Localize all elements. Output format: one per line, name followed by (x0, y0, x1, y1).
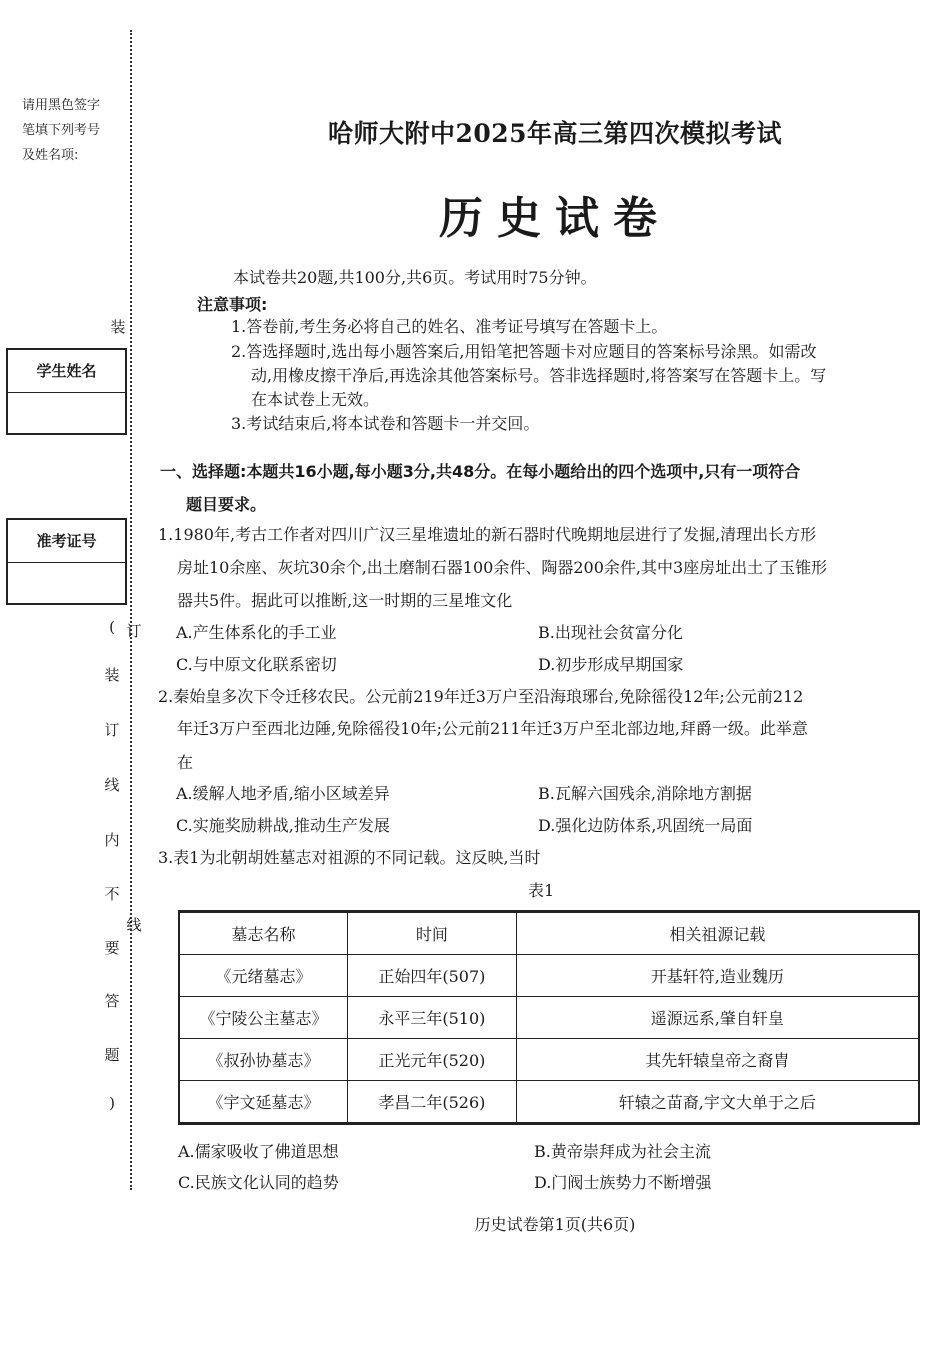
instruction-line: 请用黑色签字 (22, 98, 101, 113)
table-cell: 遥源远系,肇自轩皇 (516, 997, 919, 1039)
option-d: D.初步形成早期国家 (538, 655, 684, 674)
section-heading: 一、选择题:本题共16小题,每小题3分,共48分。在每小题给出的四个选项中,只有一项符合 (160, 462, 801, 481)
table-cell: 开基轩符,造业魏历 (516, 955, 919, 997)
exam-title: 历史试卷 (439, 193, 671, 244)
table-cell: 其先轩辕皇帝之裔胄 (516, 1039, 919, 1081)
note-line: 2.答选择题时,选出每小题答案后,用铅笔把答题卡对应题目的答案标号涂黑。如需改 (231, 342, 817, 361)
notice-char: ) (104, 1094, 120, 1112)
question-1-stem: 器共5件。据此可以推断,这一时期的三星堆文化 (177, 591, 513, 610)
option-c: C.与中原文化联系密切 (176, 655, 337, 674)
table-caption: 表1 (528, 881, 555, 900)
table-cell: 正光元年(520) (348, 1039, 517, 1081)
student-name-label: 学生姓名 (8, 350, 125, 393)
notice-char: 不 (104, 885, 120, 903)
note-line: 在本试卷上无效。 (251, 390, 380, 409)
option-a: A.产生体系化的手工业 (176, 623, 337, 642)
table-cell: 孝昌二年(526) (348, 1081, 517, 1124)
notice-char: 线 (104, 776, 120, 794)
question-2-stem: 年迁3万户至西北边陲,免除徭役10年;公元前211年迁3万户至北部边地,拜爵一级。此举意 (177, 719, 808, 738)
exam-intro: 本试卷共20题,共100分,共6页。考试用时75分钟。 (233, 268, 597, 287)
exam-id-label: 准考证号 (8, 520, 125, 563)
note-line: 1.答卷前,考生务必将自己的姓名、准考证号填写在答题卡上。 (231, 317, 668, 336)
instruction-line: 及姓名项: (22, 148, 79, 163)
table-cell: 《宇文延墓志》 (179, 1081, 348, 1124)
table-row (179, 955, 919, 997)
table-header-cell: 时间 (348, 912, 517, 955)
table-cell: 轩辕之苗裔,宇文大单于之后 (516, 1081, 919, 1124)
notes-heading: 注意事项: (197, 295, 268, 314)
table-cell: 《叔孙协墓志》 (179, 1039, 348, 1081)
table-cell: 永平三年(510) (348, 997, 517, 1039)
notice-char: 装 (104, 666, 120, 684)
binding-char: 订 (126, 622, 142, 640)
table-row (179, 1039, 919, 1081)
option-c: C.民族文化认同的趋势 (178, 1173, 339, 1192)
option-a: A.儒家吸收了佛道思想 (178, 1142, 339, 1161)
table-cell: 《宁陵公主墓志》 (179, 997, 348, 1039)
instruction-line: 笔填下列考号 (22, 123, 101, 138)
option-d: D.门阀士族势力不断增强 (534, 1173, 712, 1192)
question-1-stem: 房址10余座、灰坑30余个,出土磨制石器100余件、陶器200余件,其中3座房址出土了玉锥形 (177, 558, 828, 577)
option-d: D.强化边防体系,巩固统一局面 (538, 816, 753, 835)
table-header-cell: 相关祖源记载 (516, 912, 919, 955)
table-header-cell: 墓志名称 (179, 912, 348, 955)
candidate-instruction (22, 93, 122, 168)
question-2-stem: 2.秦始皇多次下令迁移农民。公元前219年迁3万户至沿海琅琊台,免除徭役12年;公元前212 (158, 687, 804, 706)
table-row (179, 997, 919, 1039)
option-a: A.缓解人地矛盾,缩小区域差异 (176, 784, 390, 803)
exam-id-field[interactable] (8, 563, 125, 603)
table-header-row (179, 912, 919, 955)
school-title: 哈师大附中2025年高三第四次模拟考试 (327, 119, 783, 148)
question-2-stem: 在 (177, 753, 194, 772)
notice-char: 内 (104, 831, 120, 849)
binding-dotted-line (130, 30, 132, 1190)
student-name-field[interactable] (8, 393, 125, 433)
ancestry-table (178, 910, 920, 1125)
section-heading-cont: 题目要求。 (186, 495, 267, 514)
option-b: B.黄帝崇拜成为社会主流 (534, 1142, 711, 1161)
notice-char: 题 (104, 1046, 120, 1064)
option-b: B.出现社会贫富分化 (538, 623, 683, 642)
student-name-box[interactable] (6, 348, 127, 435)
page-footer: 历史试卷第1页(共6页) (474, 1215, 636, 1234)
note-line: 3.考试结束后,将本试卷和答题卡一并交回。 (231, 414, 540, 433)
exam-id-box[interactable] (6, 518, 127, 605)
binding-char: 线 (126, 916, 142, 934)
option-b: B.瓦解六国残余,消除地方割据 (538, 784, 752, 803)
notice-char: 答 (104, 992, 120, 1010)
notice-char: ( (104, 618, 120, 636)
table-cell: 《元绪墓志》 (179, 955, 348, 997)
note-line: 动,用橡皮擦干净后,再选涂其他答案标号。答非选择题时,将答案写在答题卡上。写 (251, 366, 827, 385)
notice-char: 订 (104, 721, 120, 739)
option-c: C.实施奖励耕战,推动生产发展 (176, 816, 390, 835)
notice-char: 要 (104, 939, 120, 957)
question-1-stem: 1.1980年,考古工作者对四川广汉三星堆遗址的新石器时代晚期地层进行了发掘,清理出长方形 (158, 525, 817, 544)
table-cell: 正始四年(507) (348, 955, 517, 997)
binding-char: 装 (110, 318, 126, 336)
table-row (179, 1081, 919, 1124)
question-3-stem: 3.表1为北朝胡姓墓志对祖源的不同记载。这反映,当时 (158, 848, 541, 867)
